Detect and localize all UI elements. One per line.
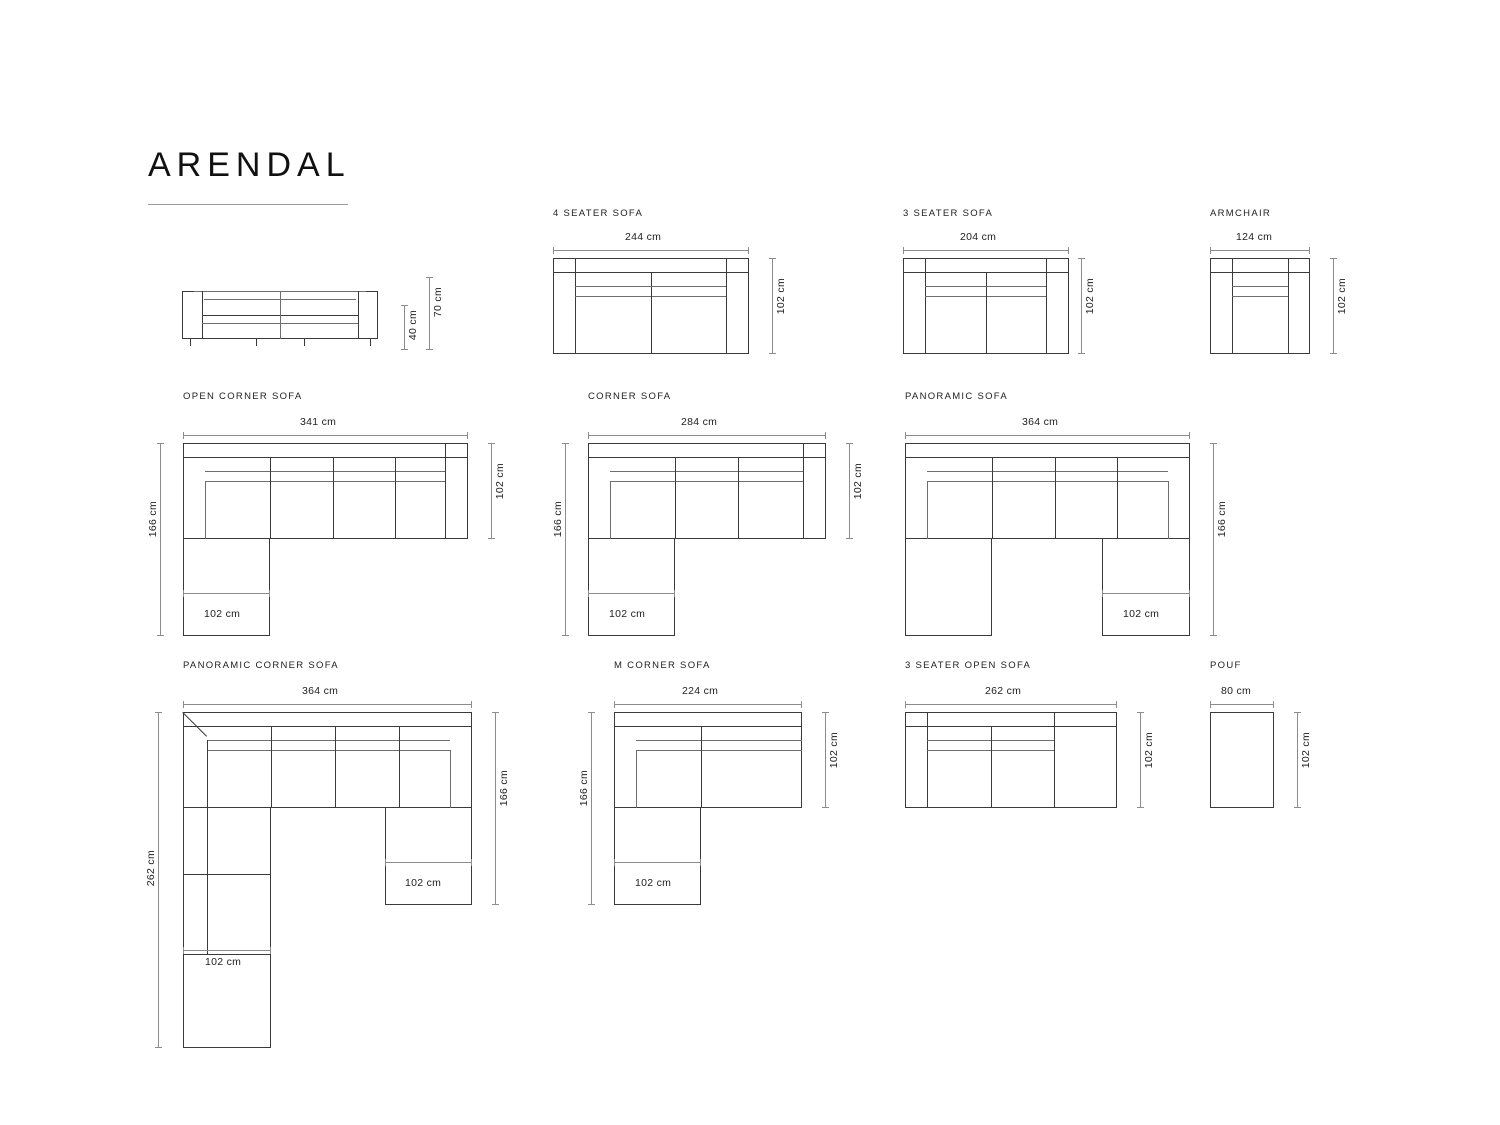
seat-split-1 <box>675 457 676 539</box>
seat-cushion-line <box>205 481 445 482</box>
width-tick-right <box>467 432 468 439</box>
width-dimension-line <box>905 704 1117 705</box>
left-arm-line <box>1232 258 1233 354</box>
plan-outline-chaise <box>183 538 270 636</box>
width-dimension-line <box>903 250 1069 251</box>
depth-tick-top <box>1294 712 1301 713</box>
foot-tick-right <box>1189 590 1190 597</box>
product-3-seater-open-sofa <box>905 660 1155 769</box>
backrest-line <box>1210 272 1310 273</box>
width-tick-left <box>183 432 184 439</box>
depth-label: 102 cm <box>1143 732 1155 769</box>
side-tick-bottom <box>588 904 595 905</box>
seat-split-2 <box>738 457 739 539</box>
depth-label: 102 cm <box>828 732 840 769</box>
left-arm-line <box>927 712 928 808</box>
left-arm-line <box>575 258 576 354</box>
side-dimension-line <box>158 712 159 1048</box>
width-label: 204 cm <box>960 231 997 243</box>
right-arm-line <box>726 258 727 354</box>
perspective-leg-2 <box>256 339 257 346</box>
right-arm-line <box>803 443 804 539</box>
foot-dimension-line <box>614 862 701 863</box>
backrest-line <box>588 457 826 458</box>
width-tick-left <box>614 701 615 708</box>
product-label: 4 SEATER SOFA <box>553 208 644 219</box>
depth-tick-bottom <box>769 353 776 354</box>
depth-dimension-line <box>1081 258 1082 354</box>
seat-split-1 <box>992 457 993 539</box>
seat-cushion-line <box>927 481 1168 482</box>
width-tick-right <box>1116 701 1117 708</box>
perspective-height-40-label: 40 cm <box>407 310 419 341</box>
foot-tick-left <box>614 859 615 866</box>
foot-tick-right <box>269 590 270 597</box>
foot-tick-right-right <box>471 859 472 866</box>
depth-dimension-line <box>849 443 850 539</box>
product-open-corner-sofa <box>147 391 506 620</box>
left-leg-split-line <box>183 874 271 875</box>
side-tick-bottom <box>157 635 164 636</box>
foot-dimension-line-bottom <box>183 950 271 951</box>
foot-tick-left <box>1102 590 1103 597</box>
width-tick-left <box>588 432 589 439</box>
back-cushion-line <box>575 286 726 287</box>
backrest-line <box>183 457 468 458</box>
width-tick-right <box>1068 247 1069 254</box>
backrest-line <box>905 726 1117 727</box>
width-tick-left <box>905 432 906 439</box>
width-dimension-line <box>588 435 826 436</box>
chaise-inner-line <box>205 481 206 539</box>
perspective-height-70-tick-top <box>426 277 433 278</box>
side-label: 166 cm <box>147 501 159 538</box>
seat-split-line <box>651 272 652 354</box>
title-block <box>148 148 351 205</box>
seat-split-2 <box>333 457 334 539</box>
depth-tick-bottom <box>488 538 495 539</box>
plan-outline-chaise-right <box>385 807 472 905</box>
product-m-corner-sofa <box>578 660 840 889</box>
depth-tick-bottom <box>1330 353 1337 354</box>
width-tick-right <box>825 432 826 439</box>
width-dimension-line <box>1210 704 1274 705</box>
product-label: POUF <box>1210 660 1242 671</box>
width-tick-left <box>553 247 554 254</box>
side-dimension-line <box>160 443 161 636</box>
foot-label-right: 102 cm <box>405 877 442 889</box>
perspective-height-70-label: 70 cm <box>432 287 444 318</box>
depth-tick-top <box>1210 443 1217 444</box>
width-dimension-line <box>905 435 1190 436</box>
width-dimension-line <box>1210 250 1310 251</box>
depth-tick-top <box>492 712 499 713</box>
width-tick-left <box>905 701 906 708</box>
width-tick-left <box>1210 701 1211 708</box>
product-panoramic-corner-sofa <box>145 660 510 968</box>
width-dimension-line <box>614 704 802 705</box>
seat-split-3 <box>1117 457 1118 539</box>
plan-outline-chaise <box>614 807 701 905</box>
width-dimension-line <box>183 435 468 436</box>
foot-tick-bottom-left <box>183 947 184 954</box>
product-armchair <box>1210 208 1348 315</box>
perspective-height-40-tick-top <box>401 305 408 306</box>
depth-label: 102 cm <box>494 463 506 500</box>
product-label: ARMCHAIR <box>1210 208 1272 219</box>
width-label: 262 cm <box>985 685 1022 697</box>
depth-tick-top <box>1330 258 1337 259</box>
product-pouf <box>1210 660 1312 769</box>
depth-dimension-line <box>825 712 826 808</box>
foot-label: 102 cm <box>1123 608 1160 620</box>
perspective-height-40-tick-bottom <box>401 349 408 350</box>
width-tick-left <box>183 701 184 708</box>
depth-dimension-line <box>1333 258 1334 354</box>
right-arm-line <box>1046 258 1047 354</box>
side-label: 166 cm <box>578 770 590 807</box>
perspective-height-70-line <box>429 277 430 349</box>
back-cushion-line <box>927 471 1168 472</box>
side-dimension-line <box>591 712 592 905</box>
width-tick-left <box>903 247 904 254</box>
perspective-sofa-drawing <box>180 277 380 349</box>
depth-label: 102 cm <box>852 463 864 500</box>
back-cushion-line <box>205 471 445 472</box>
perspective-height-70-tick-bottom <box>426 349 433 350</box>
side-tick-bottom <box>155 1047 162 1048</box>
seat-cushion-line <box>636 750 802 751</box>
depth-tick-bottom <box>492 904 499 905</box>
product-label: 3 SEATER OPEN SOFA <box>905 660 1032 671</box>
seat-cushion-line <box>1232 296 1288 297</box>
seat-split-2 <box>1054 712 1055 808</box>
width-label: 244 cm <box>625 231 662 243</box>
depth-tick-top <box>1137 712 1144 713</box>
seat-split-1 <box>270 457 271 539</box>
plan-outline-chaise-right <box>1102 538 1190 636</box>
back-cushion-line <box>1232 286 1288 287</box>
left-arm-line <box>925 258 926 354</box>
product-4-seater-sofa <box>553 208 787 315</box>
seat-split-1 <box>701 726 702 808</box>
product-label: PANORAMIC CORNER SOFA <box>183 660 339 671</box>
width-label: 124 cm <box>1236 231 1273 243</box>
depth-dimension-line <box>1140 712 1141 808</box>
width-tick-right <box>471 701 472 708</box>
depth-tick-bottom <box>822 807 829 808</box>
foot-tick-left <box>588 590 589 597</box>
width-tick-right <box>748 247 749 254</box>
width-label: 224 cm <box>682 685 719 697</box>
foot-tick-bottom-right <box>270 947 271 954</box>
side-tick-bottom <box>562 635 569 636</box>
foot-tick-right-left <box>385 859 386 866</box>
perspective-leg-1 <box>190 339 191 346</box>
product-label: CORNER SOFA <box>588 391 672 402</box>
perspective-right-arm <box>358 291 359 339</box>
product-label: OPEN CORNER SOFA <box>183 391 303 402</box>
width-tick-right <box>1189 432 1190 439</box>
product-label: M CORNER SOFA <box>614 660 711 671</box>
depth-tick-top <box>822 712 829 713</box>
depth-tick-bottom <box>1210 635 1217 636</box>
seat-split-3 <box>399 726 400 808</box>
foot-dimension-line <box>183 593 270 594</box>
side-label: 166 cm <box>552 501 564 538</box>
chaise-inner-left <box>927 481 928 539</box>
depth-label: 102 cm <box>1300 732 1312 769</box>
chaise-inner-right <box>1168 481 1169 539</box>
product-panoramic-sofa <box>905 391 1228 620</box>
foot-label: 102 cm <box>609 608 646 620</box>
depth-label: 102 cm <box>1084 278 1096 315</box>
depth-tick-bottom <box>846 538 853 539</box>
foot-tick-right <box>674 590 675 597</box>
chaise-inner-line <box>636 750 637 808</box>
right-arm-line <box>1288 258 1289 354</box>
foot-label: 102 cm <box>635 877 672 889</box>
width-tick-right <box>801 701 802 708</box>
seat-split-line <box>986 272 987 354</box>
product-label: PANORAMIC SOFA <box>905 391 1009 402</box>
backrest-line <box>614 726 802 727</box>
foot-dimension-line <box>588 593 675 594</box>
foot-label: 102 cm <box>204 608 241 620</box>
depth-dimension-line <box>1213 443 1214 636</box>
plan-outline-left-leg <box>183 807 271 955</box>
back-cushion-line <box>636 740 802 741</box>
foot-label-bottom: 102 cm <box>205 956 242 968</box>
side-tick-top <box>157 443 164 444</box>
seat-split-2 <box>1055 457 1056 539</box>
seat-split-1 <box>991 726 992 808</box>
product-label: 3 SEATER SOFA <box>903 208 994 219</box>
width-label: 364 cm <box>302 685 339 697</box>
perspective-backrest-curve <box>204 299 356 300</box>
depth-label: 166 cm <box>1216 501 1228 538</box>
foot-dimension-line <box>1102 593 1190 594</box>
side-tick-top <box>562 443 569 444</box>
width-label: 341 cm <box>300 416 337 428</box>
width-label: 80 cm <box>1221 685 1252 697</box>
foot-tick-right <box>700 859 701 866</box>
side-tick-top <box>155 712 162 713</box>
depth-dimension-line <box>491 443 492 539</box>
width-tick-right <box>1273 701 1274 708</box>
width-dimension-line <box>553 250 749 251</box>
side-tick-top <box>588 712 595 713</box>
chaise-inner-line <box>610 481 611 539</box>
seat-cushion-line <box>207 750 450 751</box>
depth-label: 166 cm <box>498 770 510 807</box>
width-label: 284 cm <box>681 416 718 428</box>
seat-split-3 <box>395 457 396 539</box>
left-leg-inner-line <box>207 740 208 955</box>
seat-split-1 <box>271 726 272 808</box>
foot-tick-left <box>183 590 184 597</box>
title-divider <box>148 204 348 205</box>
page-title: ARENDAL <box>148 146 351 184</box>
depth-tick-top <box>1078 258 1085 259</box>
seat-cushion-line <box>610 481 803 482</box>
perspective-leg-3 <box>304 339 305 346</box>
depth-dimension-line <box>495 712 496 905</box>
depth-tick-top <box>769 258 776 259</box>
chaise-right-inner-line <box>450 750 451 808</box>
plan-outline-chaise <box>588 538 675 636</box>
plan-outline-chaise-left <box>905 538 992 636</box>
side-label: 262 cm <box>145 850 157 887</box>
depth-label: 102 cm <box>775 278 787 315</box>
depth-tick-bottom <box>1137 807 1144 808</box>
back-cushion-line <box>610 471 803 472</box>
side-dimension-line <box>565 443 566 636</box>
depth-dimension-line <box>1297 712 1298 808</box>
depth-tick-bottom <box>1078 353 1085 354</box>
depth-dimension-line <box>772 258 773 354</box>
depth-tick-bottom <box>1294 807 1301 808</box>
perspective-leg-4 <box>370 339 371 346</box>
backrest-line <box>905 457 1190 458</box>
backrest-line <box>183 726 472 727</box>
width-tick-left <box>1210 247 1211 254</box>
plan-outline <box>1210 712 1274 808</box>
foot-dimension-line-right <box>385 862 472 863</box>
plan-outline-foot <box>183 954 271 1048</box>
back-cushion-line <box>925 286 1046 287</box>
depth-tick-top <box>488 443 495 444</box>
depth-label: 102 cm <box>1336 278 1348 315</box>
depth-tick-top <box>846 443 853 444</box>
perspective-height-40-line <box>404 305 405 349</box>
right-arm-line <box>445 443 446 539</box>
width-label: 364 cm <box>1022 416 1059 428</box>
product-3-seater-sofa <box>903 208 1096 315</box>
width-tick-right <box>1309 247 1310 254</box>
product-corner-sofa <box>552 391 864 620</box>
back-cushion-line <box>207 740 450 741</box>
seat-split-2 <box>335 726 336 808</box>
width-dimension-line <box>183 704 472 705</box>
